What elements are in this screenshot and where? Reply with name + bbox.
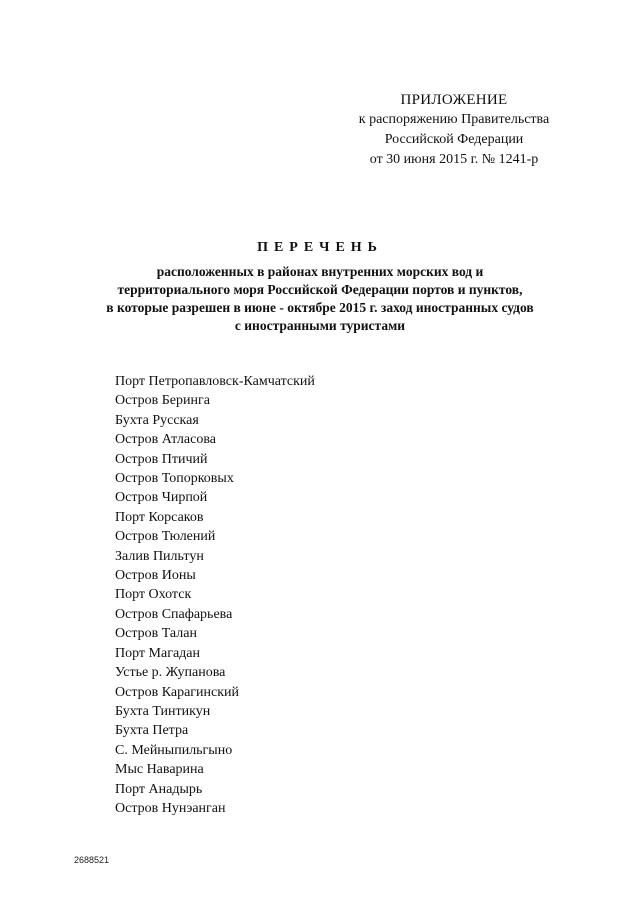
ports-list — [115, 372, 315, 818]
appendix-line-3: от 30 июня 2015 г. № 1241-р — [369, 152, 539, 167]
list-item: Остров Беринга — [115, 393, 210, 409]
list-item: Остров Нунэанган — [115, 800, 226, 816]
list-item: Остров Чирпой — [115, 490, 208, 506]
list-item: Мыс Наварина — [115, 762, 204, 778]
appendix-block — [340, 90, 568, 170]
list-item: Остров Тюлений — [115, 529, 216, 545]
list-item: Порт Корсаков — [115, 509, 204, 525]
appendix-line-2: Российской Федерации — [384, 132, 524, 147]
document-subtitle — [40, 263, 600, 335]
list-item: Устье р. Жупанова — [115, 665, 226, 681]
list-item: Остров Атласова — [115, 432, 216, 448]
list-item: Остров Птичий — [115, 451, 208, 467]
list-item: Остров Спафарьева — [115, 606, 233, 622]
list-item: С. Мейныпильгыно — [115, 742, 233, 758]
document-title: ПЕРЕЧЕНЬ — [257, 240, 383, 255]
list-item: Бухта Русская — [115, 412, 199, 428]
list-item: Бухта Тинтикун — [115, 703, 211, 719]
appendix-heading: ПРИЛОЖЕНИЕ — [400, 92, 508, 108]
subtitle-line-4: с иностранными туристами — [234, 318, 406, 333]
list-item: Порт Охотск — [115, 587, 192, 603]
list-item: Порт Анадырь — [115, 781, 203, 797]
list-item: Остров Карагинский — [115, 684, 240, 700]
subtitle-line-3: в которые разрешен в июне - октябре 2015 г. заход иностранных судов — [106, 300, 534, 315]
list-item: Остров Ионы — [115, 568, 196, 584]
list-item: Порт Магадан — [115, 645, 200, 661]
subtitle-line-2: территориального моря Российской Федерации портов и пунктов, — [117, 282, 523, 297]
list-item: Порт Петропавловск-Камчатский — [115, 374, 315, 389]
list-item: Остров Топорковых — [115, 471, 234, 487]
list-item: Бухта Петра — [115, 723, 189, 739]
document-number: 2688521 — [74, 855, 110, 865]
list-item: Остров Талан — [115, 626, 197, 642]
appendix-line-1: к распоряжению Правительства — [358, 112, 550, 127]
list-item: Залив Пильтун — [115, 548, 204, 564]
subtitle-line-1: расположенных в районах внутренних морских вод и — [156, 264, 484, 279]
